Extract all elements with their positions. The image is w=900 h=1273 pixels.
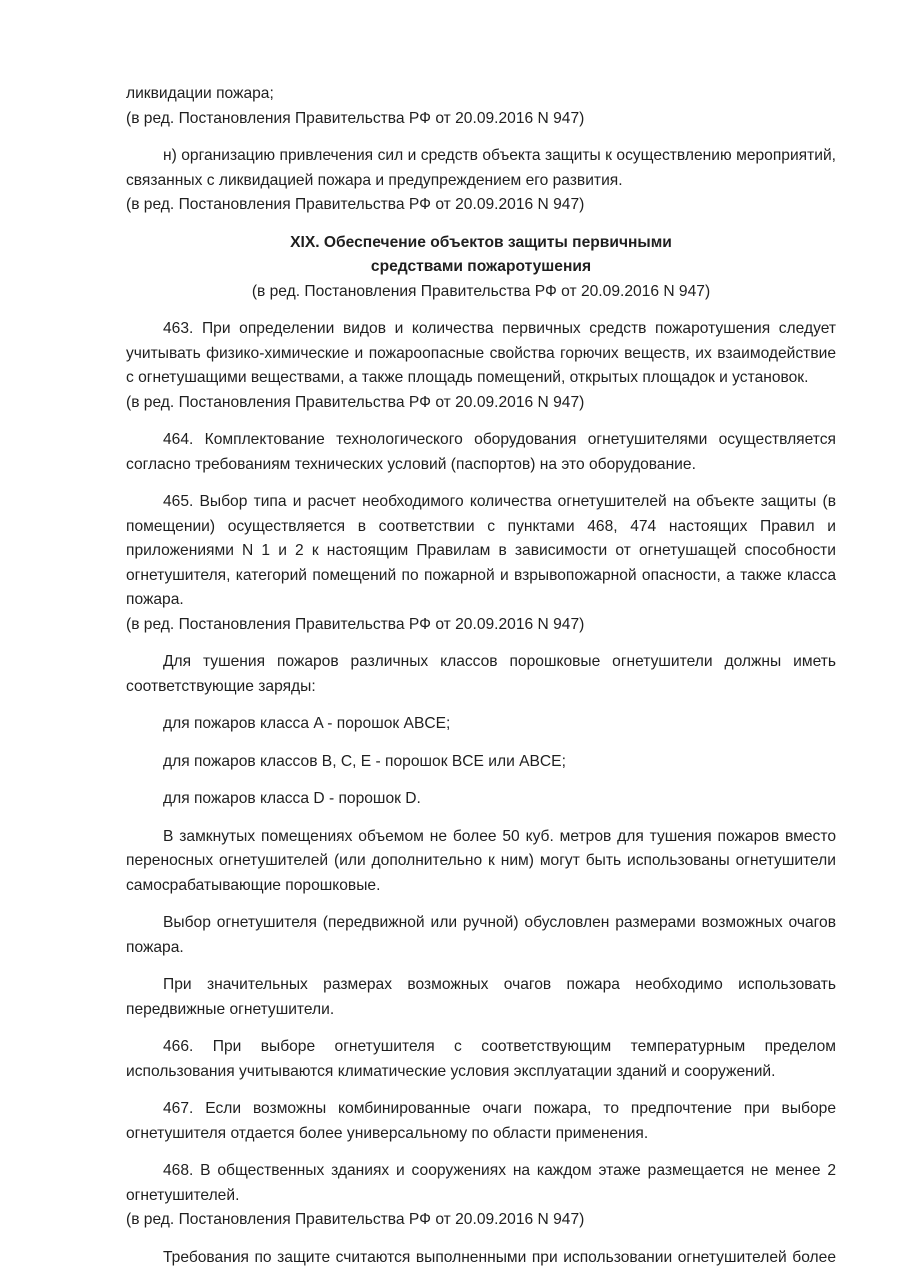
section-heading-line-2: средствами пожаротушения: [370, 258, 592, 275]
edition-note: (в ред. Постановления Правительства РФ от 20.09.2016 N 947): [126, 196, 585, 213]
edition-note: (в ред. Постановления Правительства РФ от 20.09.2016 N 947): [126, 1211, 585, 1228]
paragraph-467: 467. Если возможны комбинированные очаги пожара, то предпочтение при выборе огнетушителя отдается более универсальному по области применения.: [126, 1100, 836, 1142]
paragraph-continuation: ликвидации пожара;: [126, 85, 274, 102]
paragraph-item-n: н) организацию привлечения сил и средств объекта защиты к осуществлению мероприятий, связанных с ликвидацией пожара и предупреждением его развития.: [126, 147, 836, 189]
paragraph-465: 465. Выбор типа и расчет необходимого количества огнетушителей на объекте защиты (в помещении) осуществляется в соответствии с пунктами 468, 474 настоящих Правил и приложениями N 1 и 2 к настоящим Правилам в зависимости от огнетушащей способности огнетушителя, категорий помещений по пожарной и взрывопожарной опасности, а также класса пожара.: [126, 493, 836, 608]
list-item-class-a: для пожаров класса A - порошок ABCE;: [163, 715, 451, 732]
list-item-class-d: для пожаров класса D - порошок D.: [163, 790, 421, 807]
section-heading-line-1: XIX. Обеспечение объектов защиты первичными: [290, 233, 672, 251]
paragraph-powder-charges: Для тушения пожаров различных классов порошковые огнетушители должны иметь соответствующие заряды:: [126, 653, 836, 695]
paragraph-large-fires: При значительных размерах возможных очагов пожара необходимо использовать передвижные огнетушители.: [126, 976, 836, 1018]
paragraph-extinguisher-choice: Выбор огнетушителя (передвижной или ручной) обусловлен размерами возможных очагов пожара.: [126, 914, 836, 956]
paragraph-466: 466. При выборе огнетушителя с соответствующим температурным пределом использования учитываются климатические условия эксплуатации зданий и сооружений.: [126, 1038, 836, 1080]
paragraph-requirements: Требования по защите считаются выполненными при использовании огнетушителей более: [163, 1248, 836, 1266]
paragraph-463: 463. При определении видов и количества первичных средств пожаротушения следует учитывать физико-химические и пожароопасные свойства горючих веществ, их взаимодействие с огнетушащими веществами, а также площадь помещений, открытых площадок и установок.: [126, 320, 836, 386]
edition-note: (в ред. Постановления Правительства РФ от 20.09.2016 N 947): [126, 615, 585, 633]
paragraph-468: 468. В общественных зданиях и сооружениях на каждом этаже размещается не менее 2 огнетушителей.: [126, 1162, 836, 1204]
section-edition-note: (в ред. Постановления Правительства РФ от 20.09.2016 N 947): [251, 282, 711, 300]
document-page: [126, 82, 836, 1270]
paragraph-enclosed-rooms: В замкнутых помещениях объемом не более 50 куб. метров для тушения пожаров вместо переносных огнетушителей (или дополнительно к ним) могут быть использованы огнетушители самосрабатывающие порошковые.: [126, 827, 836, 894]
paragraph-464: 464. Комплектование технологического оборудования огнетушителями осуществляется согласно требованиям технических условий (паспортов) на это оборудование.: [126, 431, 836, 473]
list-item-class-bce: для пожаров классов B, C, E - порошок BCE или ABCE;: [163, 752, 566, 770]
edition-note: (в ред. Постановления Правительства РФ от 20.09.2016 N 947): [126, 109, 585, 127]
edition-note: (в ред. Постановления Правительства РФ от 20.09.2016 N 947): [126, 393, 585, 411]
